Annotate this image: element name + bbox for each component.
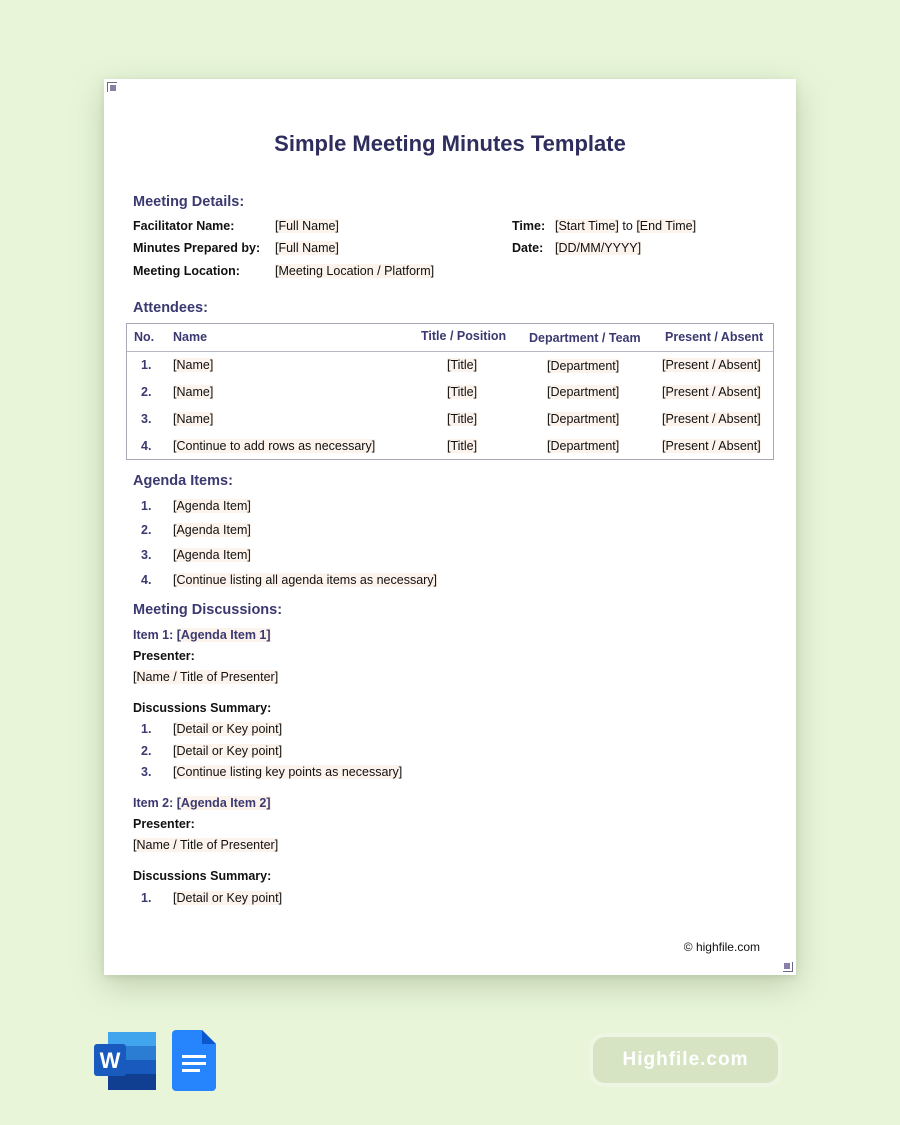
date-value[interactable]: [DD/MM/YYYY] xyxy=(555,241,642,255)
key-point-text[interactable]: [Detail or Key point] xyxy=(173,722,283,736)
attendee-name[interactable]: [Name] xyxy=(173,358,214,372)
time-value xyxy=(555,219,696,233)
document-title: Simple Meeting Minutes Template xyxy=(274,131,626,156)
column-header-name: Name xyxy=(173,330,208,344)
list-number: 1. xyxy=(141,722,152,736)
margin-corner-marker xyxy=(107,82,117,92)
discussion-item-value[interactable]: [Agenda Item 2] xyxy=(176,796,271,810)
list-number: 1. xyxy=(141,499,152,513)
presenter-label: Presenter: xyxy=(133,649,195,663)
list-number: 1. xyxy=(141,891,152,905)
attendee-title[interactable]: [Title] xyxy=(447,358,478,372)
discussion-item-value[interactable]: [Agenda Item 1] xyxy=(176,628,271,642)
presenter-value[interactable]: [Name / Title of Presenter] xyxy=(133,838,279,852)
attendee-name[interactable]: [Name] xyxy=(173,385,214,399)
time-label: Time: xyxy=(512,219,546,233)
discussion-item-title xyxy=(133,628,271,642)
attendee-title[interactable]: [Title] xyxy=(447,412,478,426)
attendee-department[interactable]: [Department] xyxy=(547,412,620,426)
date-label: Date: xyxy=(512,241,544,255)
row-number: 1. xyxy=(141,358,152,372)
agenda-heading: Agenda Items: xyxy=(133,473,233,489)
column-header-department: Department / Team xyxy=(529,331,641,345)
agenda-item-text[interactable]: [Agenda Item] xyxy=(173,548,251,562)
agenda-item-text[interactable]: [Agenda Item] xyxy=(173,499,251,513)
key-point-text[interactable]: [Continue listing key points as necessary] xyxy=(173,765,403,779)
presenter-label: Presenter: xyxy=(133,817,195,831)
discussions-heading: Meeting Discussions: xyxy=(133,602,283,618)
summary-label: Discussions Summary: xyxy=(133,701,272,715)
key-point-text[interactable]: [Detail or Key point] xyxy=(173,891,283,905)
attendees-table xyxy=(126,323,774,460)
attendee-name[interactable]: [Continue to add rows as necessary] xyxy=(173,439,376,453)
list-number: 2. xyxy=(141,744,152,758)
attendee-name[interactable]: [Name] xyxy=(173,412,214,426)
start-time-value[interactable]: [Start Time] xyxy=(555,219,619,233)
attendee-status[interactable]: [Present / Absent] xyxy=(662,385,761,399)
location-value[interactable]: [Meeting Location / Platform] xyxy=(275,264,435,278)
column-header-title: Title / Position xyxy=(421,329,507,343)
end-time-value[interactable]: [End Time] xyxy=(636,219,697,233)
row-number: 2. xyxy=(141,385,152,399)
microsoft-word-icon[interactable] xyxy=(94,1032,156,1090)
attendee-department[interactable]: [Department] xyxy=(547,359,620,373)
discussion-item-prefix: Item 1: xyxy=(133,628,177,642)
location-label: Meeting Location: xyxy=(133,264,240,278)
copyright-notice: © highfile.com xyxy=(683,940,760,954)
highfile-brand-button[interactable]: Highfile.com xyxy=(593,1037,778,1083)
document-page xyxy=(104,79,796,975)
presenter-value[interactable]: [Name / Title of Presenter] xyxy=(133,670,279,684)
meeting-details-heading: Meeting Details: xyxy=(133,194,245,210)
word-letter: W xyxy=(99,1048,121,1073)
attendee-status[interactable]: [Present / Absent] xyxy=(662,412,761,426)
attendee-department[interactable]: [Department] xyxy=(547,385,620,399)
facilitator-label: Facilitator Name: xyxy=(133,219,235,233)
attendee-title[interactable]: [Title] xyxy=(447,385,478,399)
list-number: 3. xyxy=(141,548,152,562)
table-header xyxy=(127,324,773,352)
row-number: 3. xyxy=(141,412,152,426)
facilitator-value[interactable]: [Full Name] xyxy=(275,219,339,233)
discussion-item-title xyxy=(133,796,271,810)
list-number: 2. xyxy=(141,523,152,537)
agenda-item-text[interactable]: [Agenda Item] xyxy=(173,523,251,537)
attendee-status[interactable]: [Present / Absent] xyxy=(662,358,761,372)
attendee-status[interactable]: [Present / Absent] xyxy=(662,439,761,453)
margin-corner-marker xyxy=(783,962,793,972)
agenda-item-text[interactable]: [Continue listing all agenda items as necessary] xyxy=(173,573,438,587)
column-header-no: No. xyxy=(134,330,155,344)
list-number: 3. xyxy=(141,765,152,779)
attendees-heading: Attendees: xyxy=(133,300,208,316)
google-docs-icon[interactable] xyxy=(172,1030,216,1091)
row-number: 4. xyxy=(141,439,152,453)
discussion-item-prefix: Item 2: xyxy=(133,796,177,810)
attendee-title[interactable]: [Title] xyxy=(447,439,478,453)
prepared-by-label: Minutes Prepared by: xyxy=(133,241,261,255)
key-point-text[interactable]: [Detail or Key point] xyxy=(173,744,283,758)
summary-label: Discussions Summary: xyxy=(133,869,272,883)
time-separator: to xyxy=(622,219,633,233)
column-header-status: Present / Absent xyxy=(665,330,764,344)
list-number: 4. xyxy=(141,573,152,587)
prepared-by-value[interactable]: [Full Name] xyxy=(275,241,339,255)
attendee-department[interactable]: [Department] xyxy=(547,439,620,453)
